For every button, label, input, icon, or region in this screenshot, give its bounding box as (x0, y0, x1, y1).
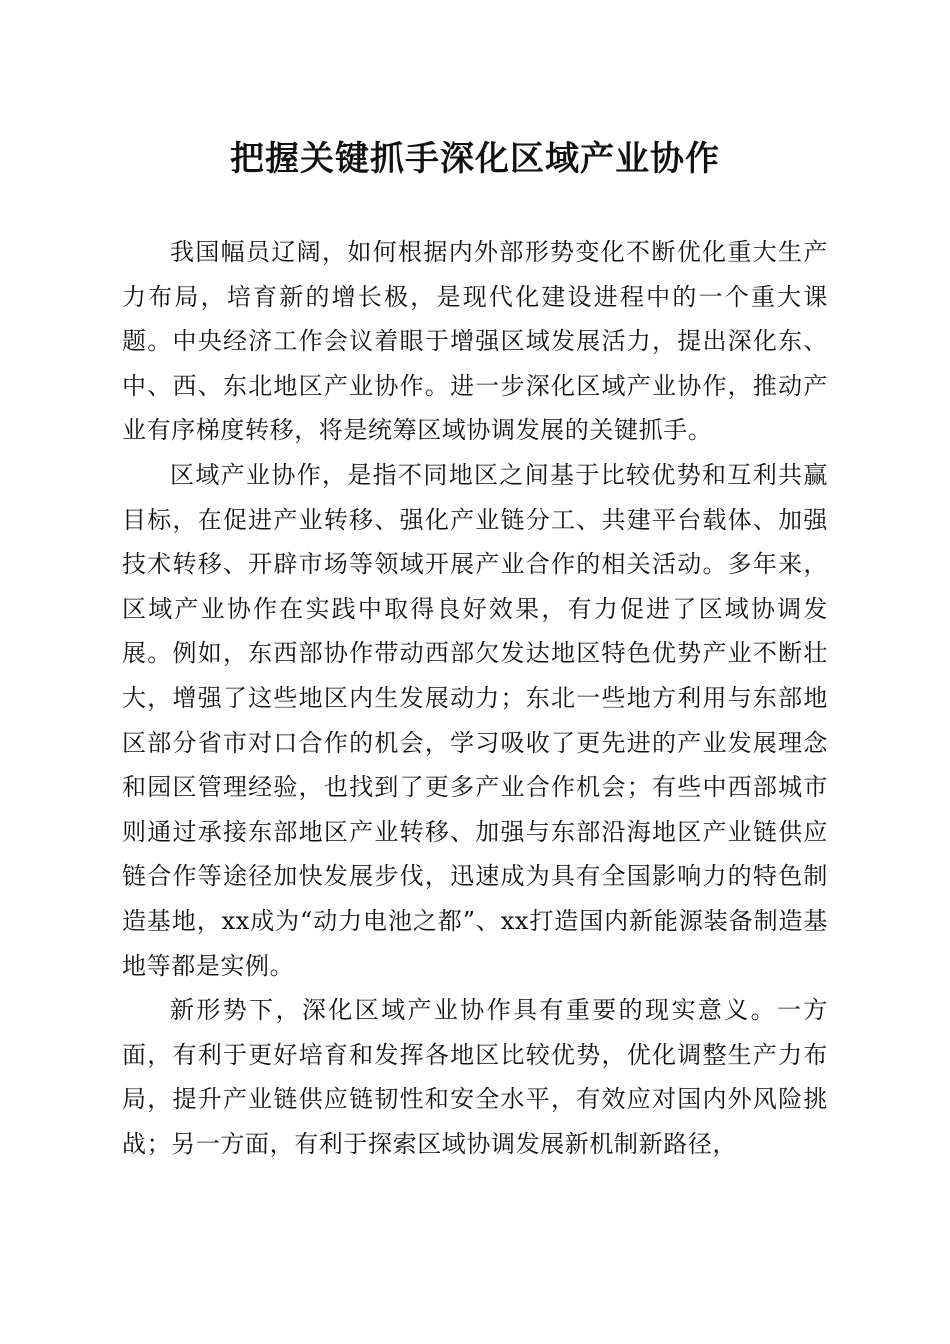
paragraph-1: 我国幅员辽阔，如何根据内外部形势变化不断优化重大生产力布局，培育新的增长极，是现代化建设进程中的一个重大课题。中央经济工作会议着眼于增强区域发展活力，提出深化东、中、西、东北地区产业协作。进一步深化区域产业协作，推动产业有序梯度转移，将是统筹区域协调发展的关键抓手。 (122, 238, 828, 445)
document-title: 把握关键抓手深化区域产业协作 (230, 139, 720, 179)
paragraph-2: 区域产业协作，是指不同地区之间基于比较优势和互利共赢目标，在促进产业转移、强化产业链分工、共建平台载体、加强技术转移、开辟市场等领域开展产业合作的相关活动。多年来，区域产业协作在实践中取得良好效果，有力促进了区域协调发展。例如，东西部协作带动西部欠发达地区特色优势产业不断壮大，增强了这些地区内生发展动力；东北一些地方利用与东部地区部分省市对口合作的机会，学习吸收了更先进的产业发展理念和园区管理经验，也找到了更多产业合作机会；有些中西部城市则通过承接东部地区产业转移、加强与东部沿海地区产业链供应链合作等途径加快发展步伐，迅速成为具有全国影响力的特色制造基地，xx成为“动力电池之都”、xx打造国内新能源装备制造基地等都是实例。 (122, 460, 828, 980)
document-body (122, 230, 828, 1166)
paragraph-3: 新形势下，深化区域产业协作具有重要的现实意义。一方面，有利于更好培育和发挥各地区比较优势，优化调整生产力布局，提升产业链供应链韧性和安全水平，有效应对国内外风险挑战；另一方面，有利于探索区域协调发展新机制新路径， (122, 996, 828, 1158)
